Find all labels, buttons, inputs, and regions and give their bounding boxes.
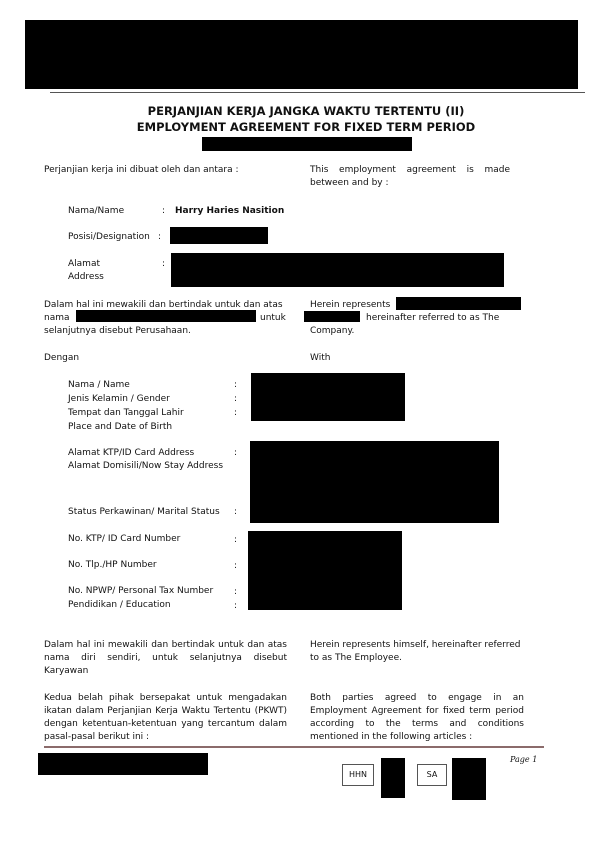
company-clause-id-line1: Dalam hal ini mewakili dan bertindak untuk dan atas	[44, 300, 283, 310]
rep-designation-label: Posisi/Designation	[68, 232, 150, 242]
emp-name-label: Nama / Name	[68, 380, 130, 390]
rep-address-label-en: Address	[68, 272, 104, 282]
employee-clause-id-line1: Dalam hal ini mewakili dan bertindak untuk dan atas	[44, 640, 287, 650]
redacted-initial-2	[452, 758, 486, 800]
emp-birth-label-id: Tempat dan Tanggal Lahir	[68, 408, 184, 418]
emp-marital-colon: :	[234, 507, 238, 517]
agreement-clause-id-line1: Kedua belah pihak bersepakat untuk mengadakan	[44, 693, 287, 703]
agreement-clause-id-line3: dengan ketentuan-ketentuan yang tercantum dalam	[44, 719, 287, 729]
emp-birth-label-en: Place and Date of Birth	[68, 422, 173, 432]
company-clause-en-line1: Herein represents	[310, 300, 391, 310]
intro-en-line2: between and by :	[310, 178, 389, 188]
agreement-clause-id-line2: ikatan dalam Perjanjian Kerja Waktu Tertentu (PKWT)	[44, 706, 287, 716]
emp-marital-label: Status Perkawinan/ Marital Status	[68, 507, 220, 517]
header-rule	[50, 92, 585, 93]
emp-npwp-label: No. NPWP/ Personal Tax Number	[68, 586, 214, 596]
emp-phone-label: No. Tlp./HP Number	[68, 560, 157, 570]
emp-ktp-address-colon: :	[234, 448, 238, 458]
initial-box-hhn: HHN	[342, 764, 374, 786]
employee-clause-id-line3: Karyawan	[44, 666, 89, 676]
employee-clause-en-line2: to as The Employee.	[310, 653, 402, 663]
employee-clause-en-line1: Herein represents himself, hereinafter referred	[310, 640, 521, 650]
rep-name-value: Harry Haries Nasition	[175, 206, 285, 216]
emp-gender-label: Jenis Kelamin / Gender	[68, 394, 170, 404]
emp-birth-colon: :	[234, 408, 238, 418]
redacted-employee-numbers	[248, 531, 402, 610]
redacted-employee-address	[250, 441, 499, 523]
with-en: With	[310, 353, 331, 363]
redacted-company-name-id	[76, 310, 256, 322]
company-clause-id-line2b: untuk	[260, 313, 286, 323]
emp-education-colon: :	[234, 601, 238, 611]
agreement-clause-id-line4: pasal-pasal berikut ini :	[44, 732, 150, 742]
agreement-clause-en-line3: according to the terms and conditions	[310, 719, 524, 729]
company-clause-en-line2: hereinafter referred to as The	[366, 313, 500, 323]
agreement-clause-en-line4: mentioned in the following articles :	[310, 732, 473, 742]
redacted-company-name-en	[396, 297, 521, 310]
rep-address-label-id: Alamat	[68, 259, 100, 269]
agreement-clause-en-line1: Both parties agreed to engage in an	[310, 693, 524, 703]
footer-rule	[44, 746, 544, 748]
intro-en-line1: This employment agreement is made	[310, 165, 510, 175]
redacted-footer-company	[38, 753, 208, 775]
company-clause-en-line3: Company.	[310, 326, 355, 336]
company-clause-id-line2a: nama	[44, 313, 70, 323]
rep-address-colon: :	[162, 259, 166, 269]
redacted-initial-1	[381, 758, 405, 798]
with-id: Dengan	[44, 353, 80, 363]
redacted-company-name-en-2	[304, 311, 360, 322]
page-number: Page 1	[510, 755, 538, 764]
document-title-en: EMPLOYMENT AGREEMENT FOR FIXED TERM PERIOD	[136, 120, 476, 134]
rep-name-label: Nama/Name	[68, 206, 125, 216]
emp-ktp-no-colon: :	[234, 535, 238, 545]
document-title-id: PERJANJIAN KERJA JANGKA WAKTU TERTENTU (II)	[147, 104, 465, 118]
redacted-agreement-number	[202, 137, 412, 151]
initial-box-sa: SA	[417, 764, 447, 786]
redacted-rep-address	[171, 253, 504, 287]
company-clause-id-line3: selanjutnya disebut Perusahaan.	[44, 326, 191, 336]
emp-ktp-no-label: No. KTP/ ID Card Number	[68, 534, 181, 544]
emp-ktp-address-label: Alamat KTP/ID Card Address	[68, 448, 195, 458]
emp-phone-colon: :	[234, 561, 238, 571]
redacted-employee-identity	[251, 373, 405, 421]
rep-designation-colon: :	[158, 232, 162, 242]
emp-education-label: Pendidikan / Education	[68, 600, 171, 610]
intro-id: Perjanjian kerja ini dibuat oleh dan antara :	[44, 165, 239, 175]
redacted-letterhead	[25, 20, 578, 89]
employee-clause-id-line2: nama diri sendiri, untuk selanjutnya disebut	[44, 653, 287, 663]
agreement-clause-en-line2: Employment Agreement for fixed term period	[310, 706, 524, 716]
redacted-designation	[170, 227, 268, 244]
emp-name-colon: :	[234, 380, 238, 390]
emp-npwp-colon: :	[234, 587, 238, 597]
emp-gender-colon: :	[234, 394, 238, 404]
rep-name-colon: :	[162, 206, 166, 216]
emp-stay-address-label: Alamat Domisili/Now Stay Address	[68, 461, 224, 471]
